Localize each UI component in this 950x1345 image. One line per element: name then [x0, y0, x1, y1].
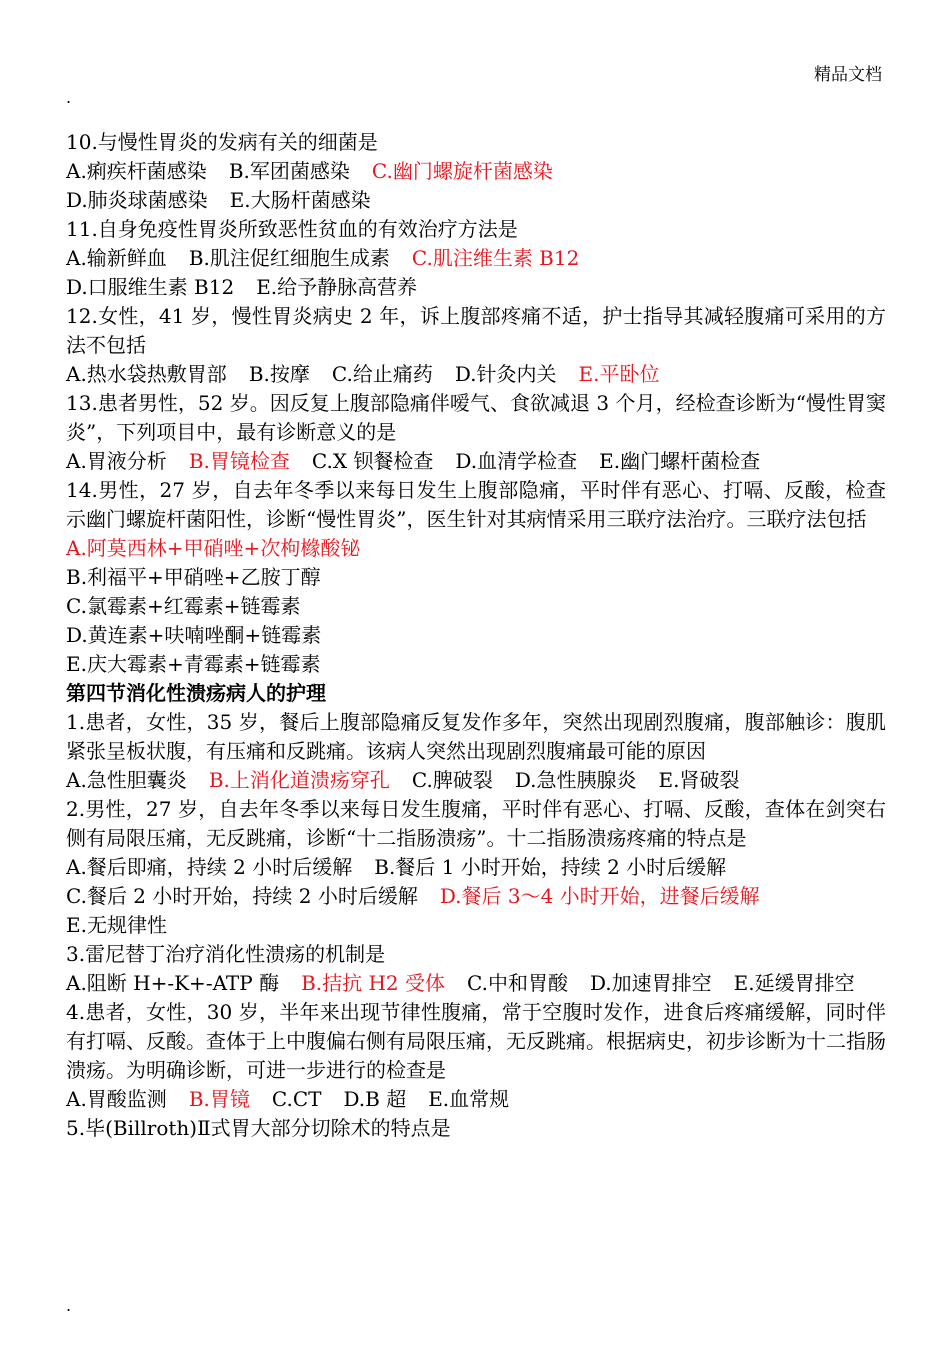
option: D.血清学检查: [455, 449, 578, 473]
option-line: [66, 969, 886, 998]
option: B.按摩: [248, 362, 310, 386]
option: E.肾破裂: [658, 768, 740, 792]
option-line: [66, 273, 886, 302]
option: E.延缓胃排空: [733, 971, 855, 995]
answer-option: C.肌注维生素 B12: [411, 246, 580, 270]
option: D.急性胰腺炎: [514, 768, 637, 792]
header-dot: .: [66, 88, 72, 107]
option: E.大肠杆菌感染: [229, 188, 371, 212]
document-body: [66, 128, 886, 1143]
question-text: E.庆大霉素+青霉素+链霉素: [66, 652, 321, 676]
option-line: [66, 534, 886, 563]
question-text: 1.患者，女性，35 岁，餐后上腹部隐痛反复发作多年，突然出现剧烈腹痛，腹部触诊：腹肌紧张呈板状腹，有压痛和反跳痛。该病人突然出现剧烈腹痛最可能的原因: [66, 710, 886, 763]
option: B.军团菌感染: [228, 159, 350, 183]
question-text: C.氯霉素+红霉素+链霉素: [66, 594, 301, 618]
option: A.餐后即痛，持续 2 小时后缓解: [66, 855, 353, 879]
option: C.脾破裂: [411, 768, 493, 792]
option: D.肺炎球菌感染: [66, 188, 208, 212]
question-text: 14.男性，27 岁，自去年冬季以来每日发生上腹部隐痛，平时伴有恶心、打嗝、反酸，检查示幽门螺旋杆菌阳性，诊断“慢性胃炎”，医生针对其病情采用三联疗法治疗。三联疗法包括: [66, 478, 886, 531]
answer-option: C.幽门螺旋杆菌感染: [371, 159, 553, 183]
option-line: [66, 882, 886, 911]
option-line: [66, 447, 886, 476]
answer-option: D.餐后 3～4 小时开始，进餐后缓解: [439, 884, 760, 908]
option: C.CT: [271, 1087, 322, 1111]
option: D.口服维生素 B12: [66, 275, 235, 299]
footer-dot: .: [66, 1296, 72, 1315]
option: A.阻断 H+-K+-ATP 酶: [66, 971, 280, 995]
option-line: [66, 244, 886, 273]
option: E.幽门螺杆菌检查: [599, 449, 761, 473]
option: C.中和胃酸: [467, 971, 568, 995]
question-text: E.无规律性: [66, 913, 167, 937]
option: B.肌注促红细胞生成素: [188, 246, 390, 270]
option: C.餐后 2 小时开始，持续 2 小时后缓解: [66, 884, 418, 908]
answer-option: B.拮抗 H2 受体: [301, 971, 446, 995]
option: E.给予静脉高营养: [256, 275, 418, 299]
question-text: 10.与慢性胃炎的发病有关的细菌是: [66, 130, 378, 154]
option: D.B 超: [343, 1087, 407, 1111]
answer-option: B.胃镜: [188, 1087, 250, 1111]
answer-option: B.上消化道溃疡穿孔: [208, 768, 390, 792]
question-text: 5.毕(Billroth)Ⅱ式胃大部分切除术的特点是: [66, 1116, 451, 1140]
option: A.热水袋热敷胃部: [66, 362, 227, 386]
option-line: [66, 766, 886, 795]
option-line: [66, 186, 886, 215]
question-text: 11.自身免疫性胃炎所致恶性贫血的有效治疗方法是: [66, 217, 518, 241]
option: D.加速胃排空: [589, 971, 712, 995]
option-line: [66, 157, 886, 186]
option: E.血常规: [428, 1087, 510, 1111]
question-text: 4.患者，女性，30 岁，半年来出现节律性腹痛，常于空腹时发作，进食后疼痛缓解，同时伴有打嗝、反酸。查体于上中腹偏右侧有局限压痛，无反跳痛。根据病史，初步诊断为十二指肠溃疡。为明确诊断，可进一步进行的检查是: [66, 1000, 886, 1082]
option: C.给止痛药: [331, 362, 433, 386]
answer-option: A.阿莫西林+甲硝唑+次枸橼酸铋: [66, 536, 361, 560]
section-heading: 第四节消化性溃疡病人的护理: [66, 681, 326, 705]
question-text: 2.男性，27 岁，自去年冬季以来每日发生腹痛，平时伴有恶心、打嗝、反酸，查体在剑突右侧有局限压痛，无反跳痛，诊断“十二指肠溃疡”。十二指肠溃疡疼痛的特点是: [66, 797, 886, 850]
answer-option: E.平卧位: [578, 362, 660, 386]
option: A.胃酸监测: [66, 1087, 167, 1111]
option: B.餐后 1 小时开始，持续 2 小时后缓解: [374, 855, 727, 879]
option: A.胃液分析: [66, 449, 167, 473]
question-text: D.黄连素+呋喃唑酮+链霉素: [66, 623, 322, 647]
option: C.X 钡餐检查: [311, 449, 434, 473]
question-text: 3.雷尼替丁治疗消化性溃疡的机制是: [66, 942, 386, 966]
option-line: [66, 853, 886, 882]
option: D.针灸内关: [454, 362, 557, 386]
option: A.输新鲜血: [66, 246, 167, 270]
question-text: 12.女性，41 岁，慢性胃炎病史 2 年，诉上腹部疼痛不适，护士指导其减轻腹痛可采用的方法不包括: [66, 304, 886, 357]
option: A.痢疾杆菌感染: [66, 159, 207, 183]
option: A.急性胆囊炎: [66, 768, 187, 792]
answer-option: B.胃镜检查: [188, 449, 290, 473]
option-line: [66, 360, 886, 389]
question-text: 13.患者男性，52 岁。因反复上腹部隐痛伴嗳气、食欲减退 3 个月，经检查诊断为“慢性胃窦炎”，下列项目中，最有诊断意义的是: [66, 391, 886, 444]
option-line: [66, 1085, 886, 1114]
question-text: B.利福平+甲硝唑+乙胺丁醇: [66, 565, 321, 589]
header-label: 精品文档: [814, 65, 882, 85]
